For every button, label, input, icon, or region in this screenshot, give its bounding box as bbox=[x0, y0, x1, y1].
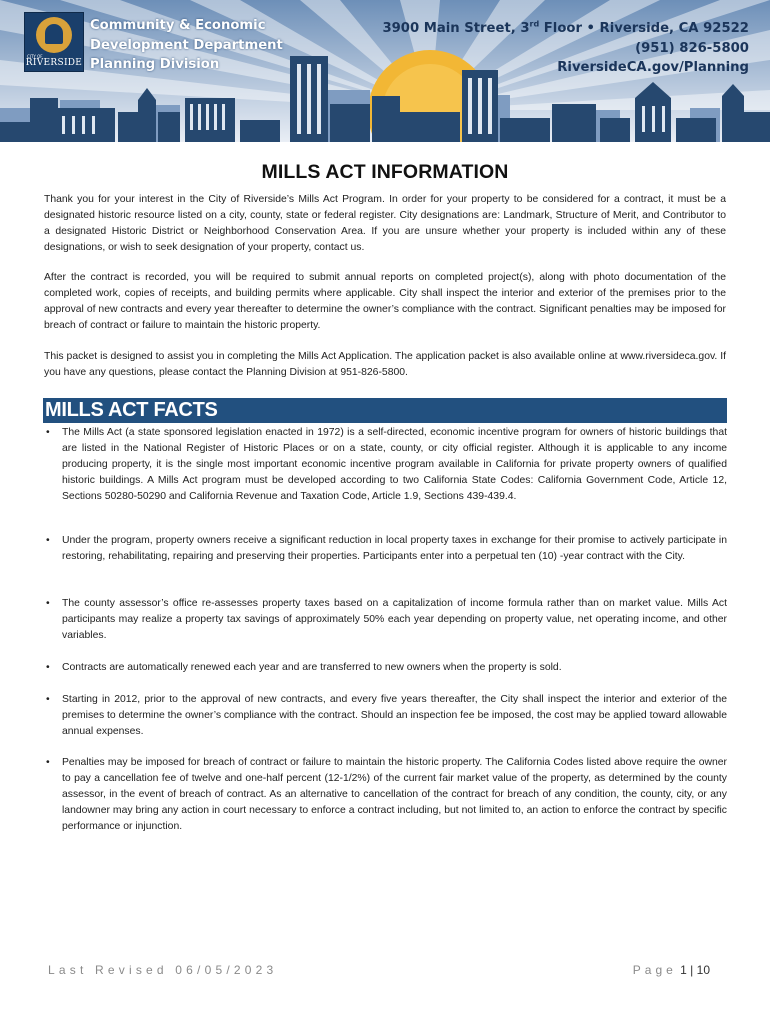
bullet-icon: • bbox=[46, 427, 50, 438]
fact-text: The Mills Act (a state sponsored legislation enacted in 1972) is a self-directed, economic incentive program for owners of historic buildings that are listed in the National Register of Historic Places or on a state, county, or city official register. Although it is applicable to any income producing property, it is the single most important economic incentive program available in California for private property owners of qualified historic buildings. A Mills Act program must be developed according to two California State Codes: California Government Code, Article 12, Sections 50280-50290 and California Revenue and Taxation Code, Article 1.9, Sections 439-439.4. bbox=[62, 427, 727, 502]
address-line bbox=[382, 19, 749, 39]
intro-paragraph-2: After the contract is recorded, you will be required to submit annual reports on completed project(s), along with photo documentation of the completed work, copies of receipts, and building permits where applicable. City shall inspect the interior and exterior of the premises prior to the approval of new contracts and every year thereafter to determine the owner’s compliance with the contract. Significant penalties may be imposed for breach of contract or failure to maintain the historic property. bbox=[44, 272, 726, 331]
section-heading: MILLS ACT FACTS bbox=[45, 399, 218, 421]
list-item bbox=[44, 692, 727, 740]
logo-city-name: RIVERSIDE bbox=[25, 58, 83, 68]
list-item bbox=[44, 660, 727, 676]
contact-block bbox=[382, 19, 749, 78]
city-logo bbox=[24, 12, 84, 72]
fact-text: Penalties may be imposed for breach of contract or failure to maintain the historic property. The California Codes listed above require the owner to pay a cancellation fee of twelve and one-half percent (12-1/2%) of the current fair market value of the property, as determined by the county assessor, in the event of breach of contract. As an alternative to cancellation of the contract for breach of any condition, the county, city, or any landowner may bring any action in court necessary to enforce a contract including, but not limited to, an action to enforce the contract by specific performance or injunction. bbox=[62, 757, 727, 832]
list-item bbox=[44, 425, 727, 505]
bullet-icon: • bbox=[46, 535, 50, 546]
fact-text: Under the program, property owners receive a significant reduction in local property taxes in exchange for their promise to actively participate in restoring, rehabilitating, repairing and preserving their properties. Participants enter into a perpetual ten (10) -year contract with the City. bbox=[62, 535, 727, 562]
list-item bbox=[44, 755, 727, 835]
page-separator: | bbox=[690, 963, 694, 977]
department-line-1: Community & Economic bbox=[90, 18, 266, 33]
page-title: MILLS ACT INFORMATION bbox=[261, 161, 509, 183]
last-revised: Last Revised 06/05/2023 bbox=[48, 963, 278, 977]
bullet-icon: • bbox=[46, 598, 50, 609]
website-link[interactable]: RiversideCA.gov/Planning bbox=[557, 60, 749, 75]
phone-number: (951) 826-5800 bbox=[635, 40, 749, 56]
page-word: Page bbox=[632, 963, 677, 977]
fact-text: Starting in 2012, prior to the approval of new contracts, and every five years thereafter, the City shall inspect the interior and exterior of the premises to determine the owner’s compliance with the contract. Should an inspection fee be imposed, the cost may be applied toward allowable annual expenses. bbox=[62, 694, 727, 737]
header-banner bbox=[0, 0, 770, 142]
list-item bbox=[44, 596, 727, 644]
address-main: 3900 Main Street, 3 bbox=[382, 21, 530, 36]
intro-paragraph-3: This packet is designed to assist you in completing the Mills Act Application. The application packet is also available online at www.riversideca.gov. If you have any questions, please contact the Planning Division at 951-826-5800. bbox=[44, 351, 726, 378]
bullet-icon: • bbox=[46, 757, 50, 768]
bell-icon bbox=[45, 24, 63, 44]
bullet-icon: • bbox=[46, 662, 50, 673]
page-number: 1 bbox=[680, 963, 687, 977]
department-line-3: Planning Division bbox=[90, 57, 220, 72]
bullet-icon: • bbox=[46, 694, 50, 705]
department-block bbox=[90, 16, 283, 75]
logo-city-of: CITY OF bbox=[27, 54, 43, 59]
intro-paragraph-1: Thank you for your interest in the City of Riverside’s Mills Act Program. In order for your property to be considered for a contract, it must be a designated historic resource listed on a city, county, state or federal register. City designations are: Landmark, Structure of Merit, and Contributor to a designated Historic District or Neighborhood Conservation Area. If you are unsure whether your property is included within any of these designations, or wish to seek designation of your property, contact us. bbox=[44, 194, 726, 253]
address-superscript: rd bbox=[529, 19, 540, 29]
page-indicator bbox=[633, 963, 710, 977]
department-line-2: Development Department bbox=[90, 37, 283, 53]
address-rest: Floor • Riverside, CA 92522 bbox=[539, 21, 749, 36]
section-heading-bar bbox=[43, 398, 727, 423]
total-pages: 10 bbox=[696, 963, 710, 977]
fact-text: Contracts are automatically renewed each year and are transferred to new owners when the property is sold. bbox=[62, 662, 562, 673]
list-item bbox=[44, 533, 727, 565]
fact-text: The county assessor’s office re-assesses property taxes based on a capitalization of income formula rather than on market value. Mills Act participants may realize a property tax savings of approximately 50% each year depending on property value, net operating income, and other variables. bbox=[62, 598, 727, 641]
